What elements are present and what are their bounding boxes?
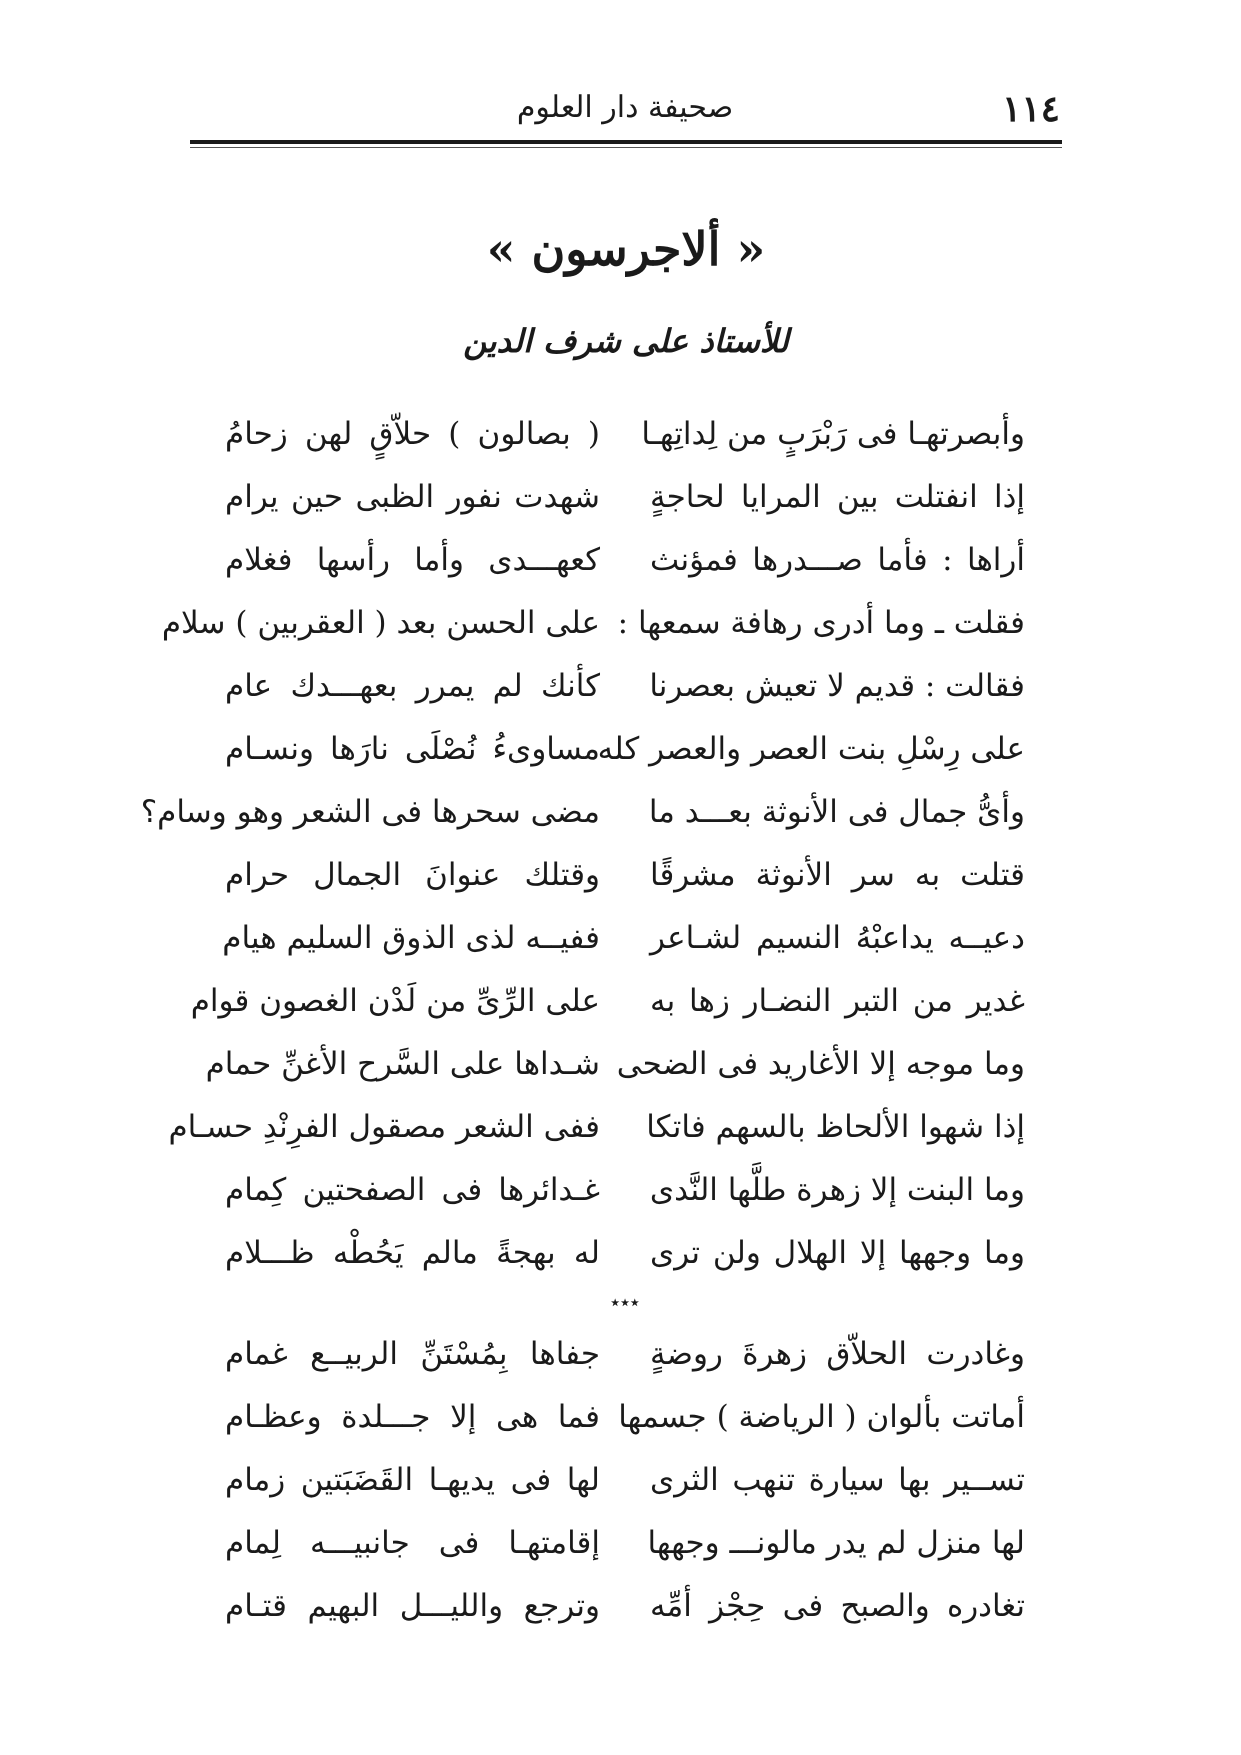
verse-second-hemistich: على الحسن بعد ( العقربين ) سلام <box>161 604 600 641</box>
verse-first-hemistich: فقالت : قديم لا تعيش بعصرنا <box>649 667 1025 704</box>
running-title: صحيفة دار العلوم <box>516 90 734 125</box>
verse-second-hemistich: ( بصالون ) حلاّقٍ لهن زحامُ <box>225 415 600 452</box>
verse-second-hemistich: مضى سحرها فى الشعر وهو وسام؟ <box>140 793 600 830</box>
verse <box>225 528 1025 591</box>
verse <box>225 1448 1025 1511</box>
verse-first-hemistich: إذا انفتلت بين المرايا لحاجةٍ <box>650 478 1025 515</box>
verse-first-hemistich: غدير من التبر النضـار زها به <box>650 982 1025 1019</box>
poem-author: للأستاذ على شرف الدين <box>463 322 789 360</box>
verse <box>140 780 1025 843</box>
verse <box>168 1095 1025 1158</box>
verse-first-hemistich: لها منزل لم يدر مالونـــ وجهها <box>647 1524 1025 1561</box>
verse <box>225 1385 1025 1448</box>
verse <box>225 1322 1025 1385</box>
verse-first-hemistich: على رِسْلِ بنت العصر والعصر كله <box>597 730 1025 767</box>
verse-second-hemistich: كأنك لم يمرر بعهـــدك عام <box>225 667 600 704</box>
verse-first-hemistich: أماتت بألوان ( الرياضة ) جسمها <box>618 1398 1025 1435</box>
verse-first-hemistich: وما البنت إلا زهرة طلَّها النَّدى <box>649 1171 1025 1208</box>
verse-second-hemistich: لها فى يديهـا القَضَبَتين زمام <box>225 1461 600 1498</box>
poem-body <box>140 402 1025 1637</box>
verse-second-hemistich: كعهـــدى وأما رأسها فغلام <box>225 541 600 578</box>
verse <box>225 654 1025 717</box>
verse-second-hemistich: غـدائرها فى الصفحتين كِمام <box>225 1171 600 1208</box>
verse <box>225 1221 1025 1284</box>
verse-second-hemistich: ففى الشعر مصقول الفرِنْدِ حسـام <box>168 1108 600 1145</box>
header-rule-thin <box>190 147 1062 148</box>
verse <box>225 1511 1025 1574</box>
page-number: ١١٤ <box>1001 88 1060 130</box>
verse-first-hemistich: دعيــه يداعبْهُ النسيم لشـاعر <box>650 919 1025 956</box>
verse-second-hemistich: إقامتهـا فى جانبيـــه لِمام <box>225 1524 600 1561</box>
poem-title: « ألاجرسون » <box>486 222 766 276</box>
verse-second-hemistich: جفاها بِمُسْتَنِّ الربيــع غمام <box>225 1335 600 1372</box>
verse <box>225 402 1025 465</box>
verse-first-hemistich: إذا شهوا الألحاظ بالسهم فاتكا <box>646 1108 1025 1145</box>
verse-second-hemistich: فما هى إلا جـــلدة وعظـام <box>225 1398 600 1435</box>
page-header <box>190 88 1060 128</box>
verse-first-hemistich: وأبصرتهـا فى رَبْرَبٍ من لِداتِهـا <box>641 415 1025 452</box>
verse-second-hemistich: له بهجةً مالم يَحُطْه ظـــلام <box>225 1234 600 1271</box>
verse <box>225 1158 1025 1221</box>
verse-first-hemistich: وما موجه إلا الأغاريد فى الضحى <box>616 1045 1025 1082</box>
verse-second-hemistich: شـداها على السَّرح الأغنِّ حمام <box>205 1045 600 1082</box>
verse <box>225 843 1025 906</box>
verse-second-hemistich: ففيــه لذى الذوق السليم هيام <box>222 919 600 956</box>
verse-first-hemistich: وأىُّ جمال فى الأنوثة بعـــد ما <box>648 793 1025 830</box>
verse <box>205 1032 1025 1095</box>
verse-second-hemistich: شهدت نفور الظبى حين يرام <box>225 478 600 515</box>
verse-first-hemistich: فقلت ـ وما أدرى رهافة سمعها : <box>617 604 1025 641</box>
header-rule <box>190 140 1062 144</box>
verse-first-hemistich: تســير بها سيارة تنهب الثرى <box>650 1461 1025 1498</box>
verse <box>225 717 1025 780</box>
section-separator: ٭٭٭ <box>610 1292 640 1313</box>
verse <box>161 591 1025 654</box>
verse-second-hemistich: مساوىءُ نُصْلَى نارَها ونسـام <box>225 730 600 767</box>
verse <box>225 1574 1025 1637</box>
verse-second-hemistich: وقتلك عنوانَ الجمال حرام <box>225 856 600 893</box>
verse-second-hemistich: على الرِّىِّ من لَدْن الغصون قوام <box>190 982 600 1019</box>
verse <box>225 465 1025 528</box>
verse-first-hemistich: أراها : فأما صـــدرها فمؤنث <box>650 541 1025 578</box>
verse-first-hemistich: وغادرت الحلاّق زهرةَ روضةٍ <box>650 1335 1025 1372</box>
verse-second-hemistich: وترجع والليـــل البهيم قتـام <box>225 1587 600 1624</box>
verse <box>222 906 1025 969</box>
verse <box>190 969 1025 1032</box>
verse-first-hemistich: وما وجهها إلا الهلال ولن ترى <box>650 1234 1025 1271</box>
verse-first-hemistich: تغادره والصبح فى حِجْز أمِّه <box>650 1587 1025 1624</box>
verse-first-hemistich: قتلت به سر الأنوثة مشرقًا <box>650 856 1025 893</box>
